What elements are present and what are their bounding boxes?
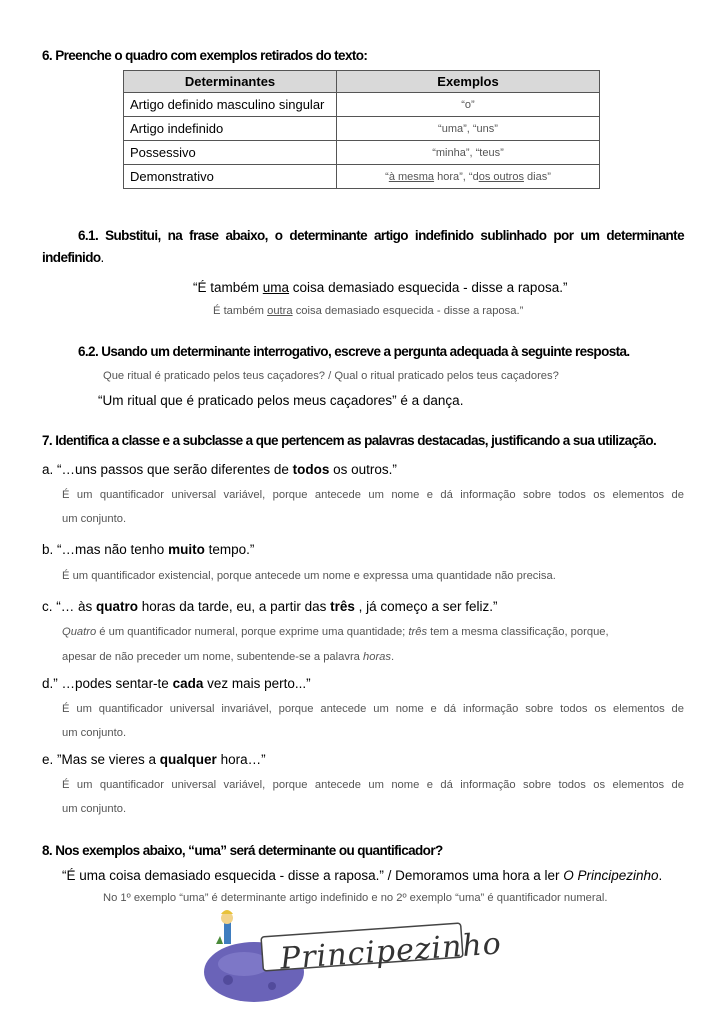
q7d-answer-line2: um conjunto. bbox=[62, 727, 127, 739]
q7-title: 7. Identifica a classe e a subclasse a que pertencem as palavras destacadas, justificando a sua utilização. bbox=[42, 433, 657, 448]
q7a-answer-line2: um conjunto. bbox=[62, 513, 127, 525]
table-header-exemplos: Exemplos bbox=[337, 71, 600, 93]
table-cell-ex: “uma”, “uns” bbox=[337, 117, 600, 141]
q8-sentence-text: . bbox=[658, 868, 663, 883]
q61-title-line1: 6.1. Substitui, na frase abaixo, o determinante artigo indefinido sublinhado por um determinante bbox=[78, 228, 684, 243]
q7c-highlight: três bbox=[330, 599, 355, 614]
table-cell-ex: “minha”, “teus” bbox=[337, 141, 600, 165]
q62-title: 6.2. Usando um determinante interrogativo, escreve a pergunta adequada à seguinte resposta. bbox=[78, 344, 630, 359]
q8-sentence-italic: O Principezinho bbox=[563, 868, 659, 883]
table-cell-det: Demonstrativo bbox=[124, 165, 337, 189]
q62-answer: Que ritual é praticado pelos teus caçadores? / Qual o ritual praticado pelos teus caçadores? bbox=[103, 370, 559, 382]
table-row bbox=[124, 117, 600, 141]
q8-title: 8. Nos exemplos abaixo, “uma” será determinante ou quantificador? bbox=[42, 843, 443, 858]
q61-answer-underlined: outra bbox=[267, 305, 293, 317]
ex-text: dias” bbox=[523, 170, 551, 183]
q8-sentence-text: “É uma coisa demasiado esquecida - disse a raposa.” / Demoramos uma hora a ler bbox=[62, 868, 564, 883]
table-row bbox=[124, 165, 600, 189]
principezinho-logo bbox=[196, 908, 503, 1004]
q7a-highlight: todos bbox=[292, 462, 330, 477]
q7b-answer-line1: É um quantificador existencial, porque antecede um nome e expressa uma quantidade não precisa. bbox=[62, 570, 556, 582]
planet-crater bbox=[268, 982, 276, 990]
q7e-text: e. ”Mas se vieres a bbox=[42, 752, 160, 767]
ex-underlined: os outros bbox=[478, 170, 524, 183]
q7c-text: c. “… às bbox=[42, 599, 97, 614]
ex-text: “ bbox=[385, 170, 389, 183]
q7c-answer-line1 bbox=[62, 626, 609, 638]
table-cell-ex bbox=[337, 165, 600, 189]
q7d-line bbox=[42, 676, 311, 691]
table-header-row bbox=[124, 71, 600, 93]
q8-sentence bbox=[62, 868, 662, 883]
q7c-answer-text: tem a mesma classificação, porque, bbox=[427, 626, 609, 638]
table-cell-det: Possessivo bbox=[124, 141, 337, 165]
q61-title-word: indefinido bbox=[42, 250, 101, 265]
ex-underlined: à mesma bbox=[388, 170, 435, 183]
ex-text: hora”, “d bbox=[434, 170, 479, 183]
prince-figure bbox=[224, 922, 231, 944]
q61-title-end: . bbox=[100, 250, 105, 265]
q61-answer-text: coisa demasiado esquecida - disse a raposa.” bbox=[292, 305, 524, 317]
q7a-text: os outros.” bbox=[329, 462, 397, 477]
q7c-answer-italic: três bbox=[408, 626, 428, 638]
q7e-text: hora…” bbox=[216, 752, 266, 767]
q7e-answer-line2: um conjunto. bbox=[62, 803, 127, 815]
q7b-line bbox=[42, 542, 254, 557]
q7c-answer-text: é um quantificador numeral, porque exprime uma quantidade; bbox=[96, 626, 409, 638]
q61-answer-text: É também bbox=[213, 305, 268, 317]
q7a-answer-line1: É um quantificador universal variável, porque antecede um nome e dá informação sobre todos os elementos de bbox=[62, 489, 684, 501]
q7c-answer-line2 bbox=[62, 651, 394, 663]
table-header-determinantes: Determinantes bbox=[124, 71, 337, 93]
q7d-answer-line1: É um quantificador universal invariável, porque antecede um nome e dá informação sobre todos os elementos de bbox=[62, 703, 684, 715]
q8-answer: No 1º exemplo “uma” é determinante artigo indefinido e no 2º exemplo “uma” é quantificador numeral. bbox=[103, 892, 608, 904]
q7c-line bbox=[42, 599, 497, 614]
q7c-highlight: quatro bbox=[96, 599, 139, 614]
q7c-text: horas da tarde, eu, a partir das bbox=[138, 599, 331, 614]
q7b-text: tempo.” bbox=[204, 542, 255, 557]
q61-answer bbox=[213, 305, 523, 317]
q7c-answer-italic: Quatro bbox=[62, 626, 97, 638]
table-row bbox=[124, 93, 600, 117]
planet-plant bbox=[216, 936, 223, 944]
q7e-answer-line1: É um quantificador universal variável, porque antecede um nome e dá informação sobre todos os elementos de bbox=[62, 779, 684, 791]
q7c-answer-text: . bbox=[391, 651, 395, 663]
q61-quote-text: coisa demasiado esquecida - disse a raposa.” bbox=[289, 280, 568, 295]
prince-hair bbox=[221, 910, 233, 914]
examples-table bbox=[123, 70, 600, 189]
q61-quote-text: “É também bbox=[193, 280, 263, 295]
planet-crater bbox=[223, 975, 233, 985]
q7d-text: d.” …podes sentar-te bbox=[42, 676, 173, 691]
q7c-text: , já começo a ser feliz.” bbox=[354, 599, 498, 614]
table-cell-det: Artigo indefinido bbox=[124, 117, 337, 141]
q7b-highlight: muito bbox=[168, 542, 205, 557]
q7e-highlight: qualquer bbox=[159, 752, 217, 767]
q7b-text: b. “…mas não tenho bbox=[42, 542, 169, 557]
q7a-text: a. “…uns passos que serão diferentes de bbox=[42, 462, 293, 477]
q7a-line bbox=[42, 462, 397, 477]
q7d-text: vez mais perto...” bbox=[203, 676, 311, 691]
q62-sentence: “Um ritual que é praticado pelos meus caçadores” é a dança. bbox=[98, 393, 464, 408]
q7e-line bbox=[42, 752, 266, 767]
q6-title: 6. Preenche o quadro com exemplos retirados do texto: bbox=[42, 48, 368, 63]
q61-quote bbox=[193, 280, 567, 295]
logo-text: Principezinho bbox=[279, 926, 503, 977]
q61-title-line2 bbox=[42, 250, 104, 265]
q7c-answer-text: apesar de não preceder um nome, subentende-se a palavra bbox=[62, 651, 364, 663]
table-cell-ex: “o” bbox=[337, 93, 600, 117]
q7d-highlight: cada bbox=[172, 676, 204, 691]
q61-quote-underlined: uma bbox=[262, 280, 290, 295]
q7c-answer-italic: horas bbox=[363, 651, 392, 663]
table-cell-det: Artigo definido masculino singular bbox=[124, 93, 337, 117]
table-row bbox=[124, 141, 600, 165]
